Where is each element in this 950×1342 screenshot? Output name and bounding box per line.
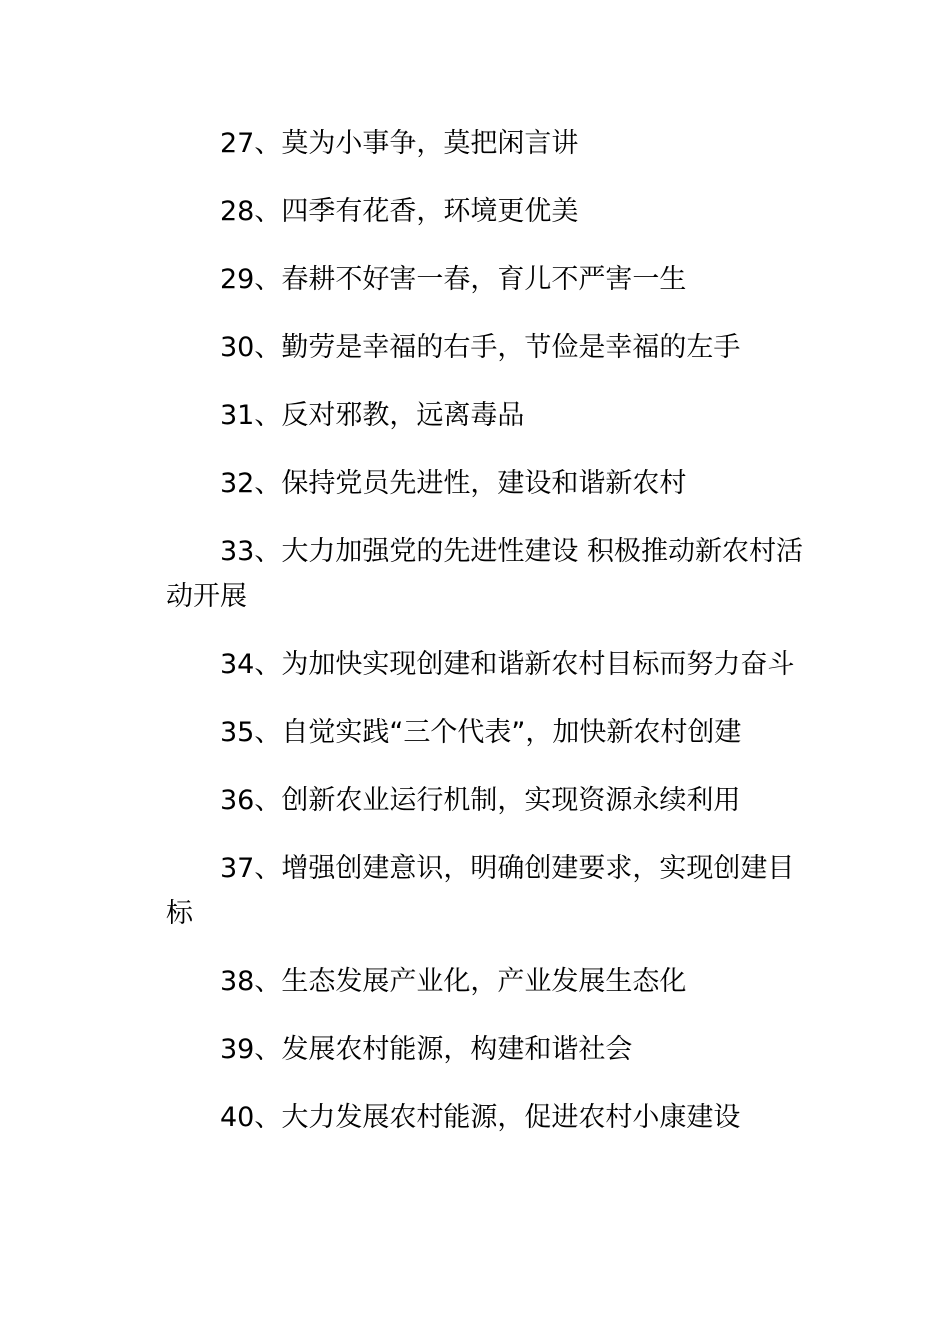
list-item: 36、创新农业运行机制，实现资源永续利用 [220, 785, 741, 816]
list-item: 29、春耕不好害一春，育儿不严害一生 [220, 264, 687, 295]
list-item: 38、生态发展产业化，产业发展生态化 [220, 966, 687, 997]
list-item: 30、勤劳是幸福的右手，节俭是幸福的左手 [220, 332, 741, 363]
list-item: 40、大力发展农村能源，促进农村小康建设 [220, 1102, 741, 1133]
slogan-list [166, 121, 816, 1163]
list-item: 39、发展农村能源，构建和谐社会 [220, 1034, 633, 1065]
list-item: 33、大力加强党的先进性建设 积极推动新农村活动开展 [166, 536, 803, 612]
list-item: 28、四季有花香，环境更优美 [220, 196, 579, 227]
list-item: 31、反对邪教，远离毒品 [220, 400, 525, 431]
list-item: 32、保持党员先进性，建设和谐新农村 [220, 468, 687, 499]
list-item: 34、为加快实现创建和谐新农村目标而努力奋斗 [220, 649, 795, 680]
list-item: 27、莫为小事争，莫把闲言讲 [220, 128, 579, 159]
list-item: 37、增强创建意识，明确创建要求，实现创建目标 [166, 853, 795, 929]
list-item: 35、自觉实践“三个代表”，加快新农村创建 [220, 717, 742, 748]
